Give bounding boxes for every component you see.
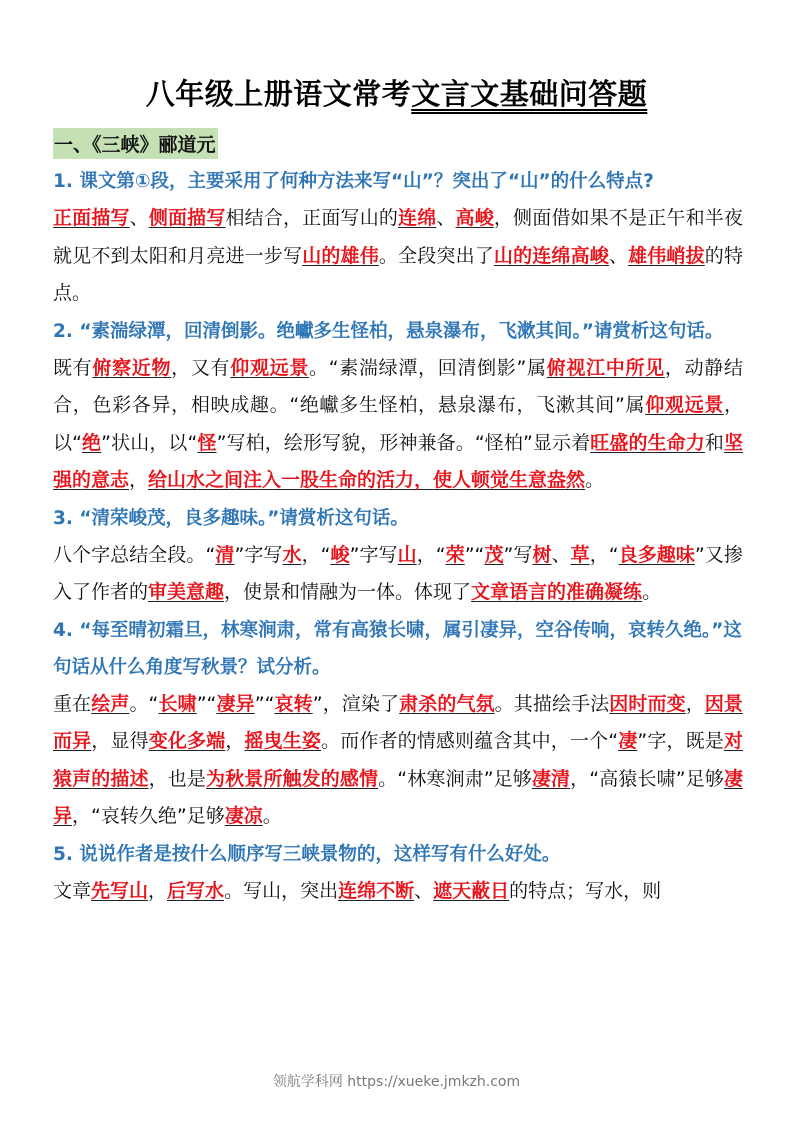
- keyword: 哀转: [274, 692, 313, 715]
- answer-text: ，: [685, 692, 705, 715]
- keyword: 凄异: [216, 692, 255, 715]
- answer-text: ”字，既是: [637, 730, 724, 752]
- keyword: 审美意趣: [148, 581, 225, 603]
- answer-text: ，以“: [53, 394, 743, 454]
- section-heading: 一、《三峡》郦道元: [53, 128, 218, 159]
- keyword: 长啸: [158, 692, 197, 715]
- answer-text: 八个字总结全段。“: [53, 543, 216, 566]
- keyword: 凄异: [53, 767, 743, 827]
- keyword: 给山水之间注入一股生命的活力，使人顿觉生意盎然: [148, 469, 586, 491]
- keyword: 山的连绵高峻: [493, 244, 609, 267]
- keyword: 荣: [445, 543, 465, 566]
- keyword: 连绵: [398, 207, 437, 229]
- keyword: 良多趣味: [618, 543, 695, 566]
- answer-5: [53, 873, 743, 911]
- answer-text: 。全段突出了: [378, 244, 494, 267]
- answer-text: ”状山，以“: [101, 431, 198, 454]
- answer-text: ”写柏，绘形写貌，形神兼备。“怪柏”显示着: [216, 431, 591, 454]
- title-plain: 八年级上册语文常考: [145, 77, 412, 111]
- answer-text: ，“: [301, 543, 331, 566]
- keyword: 凄清: [531, 767, 571, 790]
- keyword: 文章语言的准确凝练: [471, 581, 643, 603]
- keyword: 连绵不断: [338, 879, 415, 902]
- answer-text: ，动静结合，色彩各异，相映成趣。“绝巘多生怪柏，悬泉瀑布，飞漱其间”属: [53, 356, 743, 416]
- answer-text: 。其描绘手法: [494, 692, 610, 715]
- answer-text: ”“: [196, 692, 217, 715]
- answer-text: 文章: [53, 879, 92, 902]
- keyword: 为秋景所触发的感情: [206, 767, 379, 790]
- keyword: 水: [282, 543, 302, 566]
- keyword: 后写水: [167, 879, 225, 902]
- answer-text: 。写山，突出: [224, 879, 339, 902]
- keyword: 绝: [81, 431, 102, 454]
- keyword: 树: [532, 543, 552, 566]
- answer-text: 、: [414, 879, 434, 902]
- answer-text: ，“: [416, 543, 446, 566]
- answer-text: 。: [262, 805, 282, 827]
- answer-text: 。“: [129, 692, 159, 715]
- keyword: 峻: [330, 543, 350, 566]
- answer-text: 。: [642, 581, 662, 603]
- keyword: 雄伟峭拔: [628, 244, 705, 267]
- keyword: 怪: [197, 431, 217, 454]
- question-2: 2. “素湍绿潭，回清倒影。绝巘多生怪柏，悬泉瀑布，飞漱其间。”请赏析这句话。: [53, 320, 724, 342]
- keyword: 肃杀的气氛: [399, 692, 495, 715]
- keyword: 摇曳生姿: [244, 730, 322, 752]
- answer-text: ，侧面借如果不是正午和半夜就见不到太阳和月亮进一步写: [53, 207, 743, 267]
- page-title: [0, 72, 793, 113]
- keyword: 清: [215, 543, 235, 566]
- keyword: 山的雄伟: [302, 244, 379, 267]
- document-body: [53, 128, 743, 910]
- keyword: 先写山: [91, 879, 149, 902]
- keyword: 俯察近物: [92, 356, 172, 379]
- answer-text: 的特点；写水，则: [509, 879, 662, 902]
- answer-text: ”“: [464, 543, 485, 566]
- answer-text: 的特点。: [53, 244, 743, 304]
- keyword: 侧面描写: [148, 207, 226, 229]
- answer-text: 既有: [53, 356, 93, 379]
- answer-text: ”又掺入了作者的: [53, 543, 743, 603]
- answer-text: 。: [585, 469, 605, 491]
- keyword: 凄凉: [224, 805, 263, 827]
- question-5: 5. 说说作者是按什么顺序写三峡景物的，这样写有什么好处。: [53, 843, 561, 865]
- keyword: 遮天蔽日: [433, 879, 510, 902]
- keyword: 变化多端: [148, 730, 226, 752]
- answer-text: ，“高猿长啸”足够: [570, 767, 724, 790]
- answer-text: ”，渲染了: [312, 692, 400, 715]
- keyword: 凄: [618, 730, 638, 752]
- question-1: 1. 课文第①段，主要采用了何种方法来写“山”？突出了“山”的什么特点?: [53, 171, 654, 192]
- keyword: 山: [397, 543, 417, 566]
- keyword: 因时而变: [609, 692, 686, 715]
- answer-text: ，也是: [148, 767, 206, 790]
- answer-text: 、: [608, 244, 629, 267]
- answer-text: 、: [129, 207, 149, 229]
- question-4: 4. “每至晴初霜旦，林寒涧肃，常有高猿长啸，属引凄异，空谷传响，哀转久绝。”这句话从什么角度写秋景？试分析。: [53, 619, 742, 678]
- answer-text: ，“: [589, 543, 619, 566]
- keyword: 高峻: [455, 207, 494, 229]
- answer-text: ”字写: [349, 543, 398, 566]
- answer-text: ，: [129, 469, 149, 491]
- title-underlined: 文言文基础问答题: [411, 77, 648, 111]
- question-3: 3. “清荣峻茂，良多趣味。”请赏析这句话。: [53, 507, 409, 529]
- answer-text: ，: [148, 879, 168, 902]
- answer-text: ，“哀转久绝”足够: [72, 805, 225, 827]
- answer-text: 、: [551, 543, 571, 566]
- keyword: 因景而异: [53, 692, 743, 752]
- answer-text: ”写: [503, 543, 533, 566]
- keyword: 俯视江中所见: [546, 356, 665, 379]
- answer-text: 相结合，正面写山的: [225, 207, 399, 229]
- keyword: 对猿声的描述: [53, 730, 743, 790]
- answer-text: 重在: [53, 692, 92, 715]
- answer-3: [53, 537, 743, 612]
- qa-list: [53, 163, 743, 910]
- keyword: 正面描写: [53, 207, 130, 229]
- answer-text: ”“: [254, 692, 275, 715]
- keyword: 茂: [484, 543, 504, 566]
- answer-text: 、: [436, 207, 456, 229]
- answer-text: 。而作者的情感则蕴含其中，一个“: [321, 730, 619, 752]
- answer-text: ，又有: [171, 356, 231, 379]
- keyword: 坚强的意志: [53, 431, 744, 491]
- keyword: 绘声: [91, 692, 130, 715]
- answer-2: [53, 350, 743, 500]
- answer-text: 和: [704, 431, 724, 454]
- keyword: 仰观远景: [645, 394, 724, 416]
- answer-text: ，显得: [91, 730, 149, 752]
- keyword: 旺盛的生命力: [590, 431, 705, 454]
- answer-4: [53, 686, 743, 836]
- answer-text: ，: [225, 730, 245, 752]
- answer-text: 。“林寒涧肃”足够: [378, 767, 532, 790]
- keyword: 仰观远景: [230, 356, 310, 379]
- answer-text: ”字写: [234, 543, 283, 566]
- answer-text: 。“素湍绿潭，回清倒影”属: [309, 356, 547, 379]
- answer-text: ，使景和情融为一体。体现了: [224, 581, 472, 603]
- page-footer: 领航学科网 https://xueke.jmkzh.com: [272, 1074, 521, 1090]
- keyword: 草: [570, 543, 590, 566]
- answer-1: [53, 200, 743, 313]
